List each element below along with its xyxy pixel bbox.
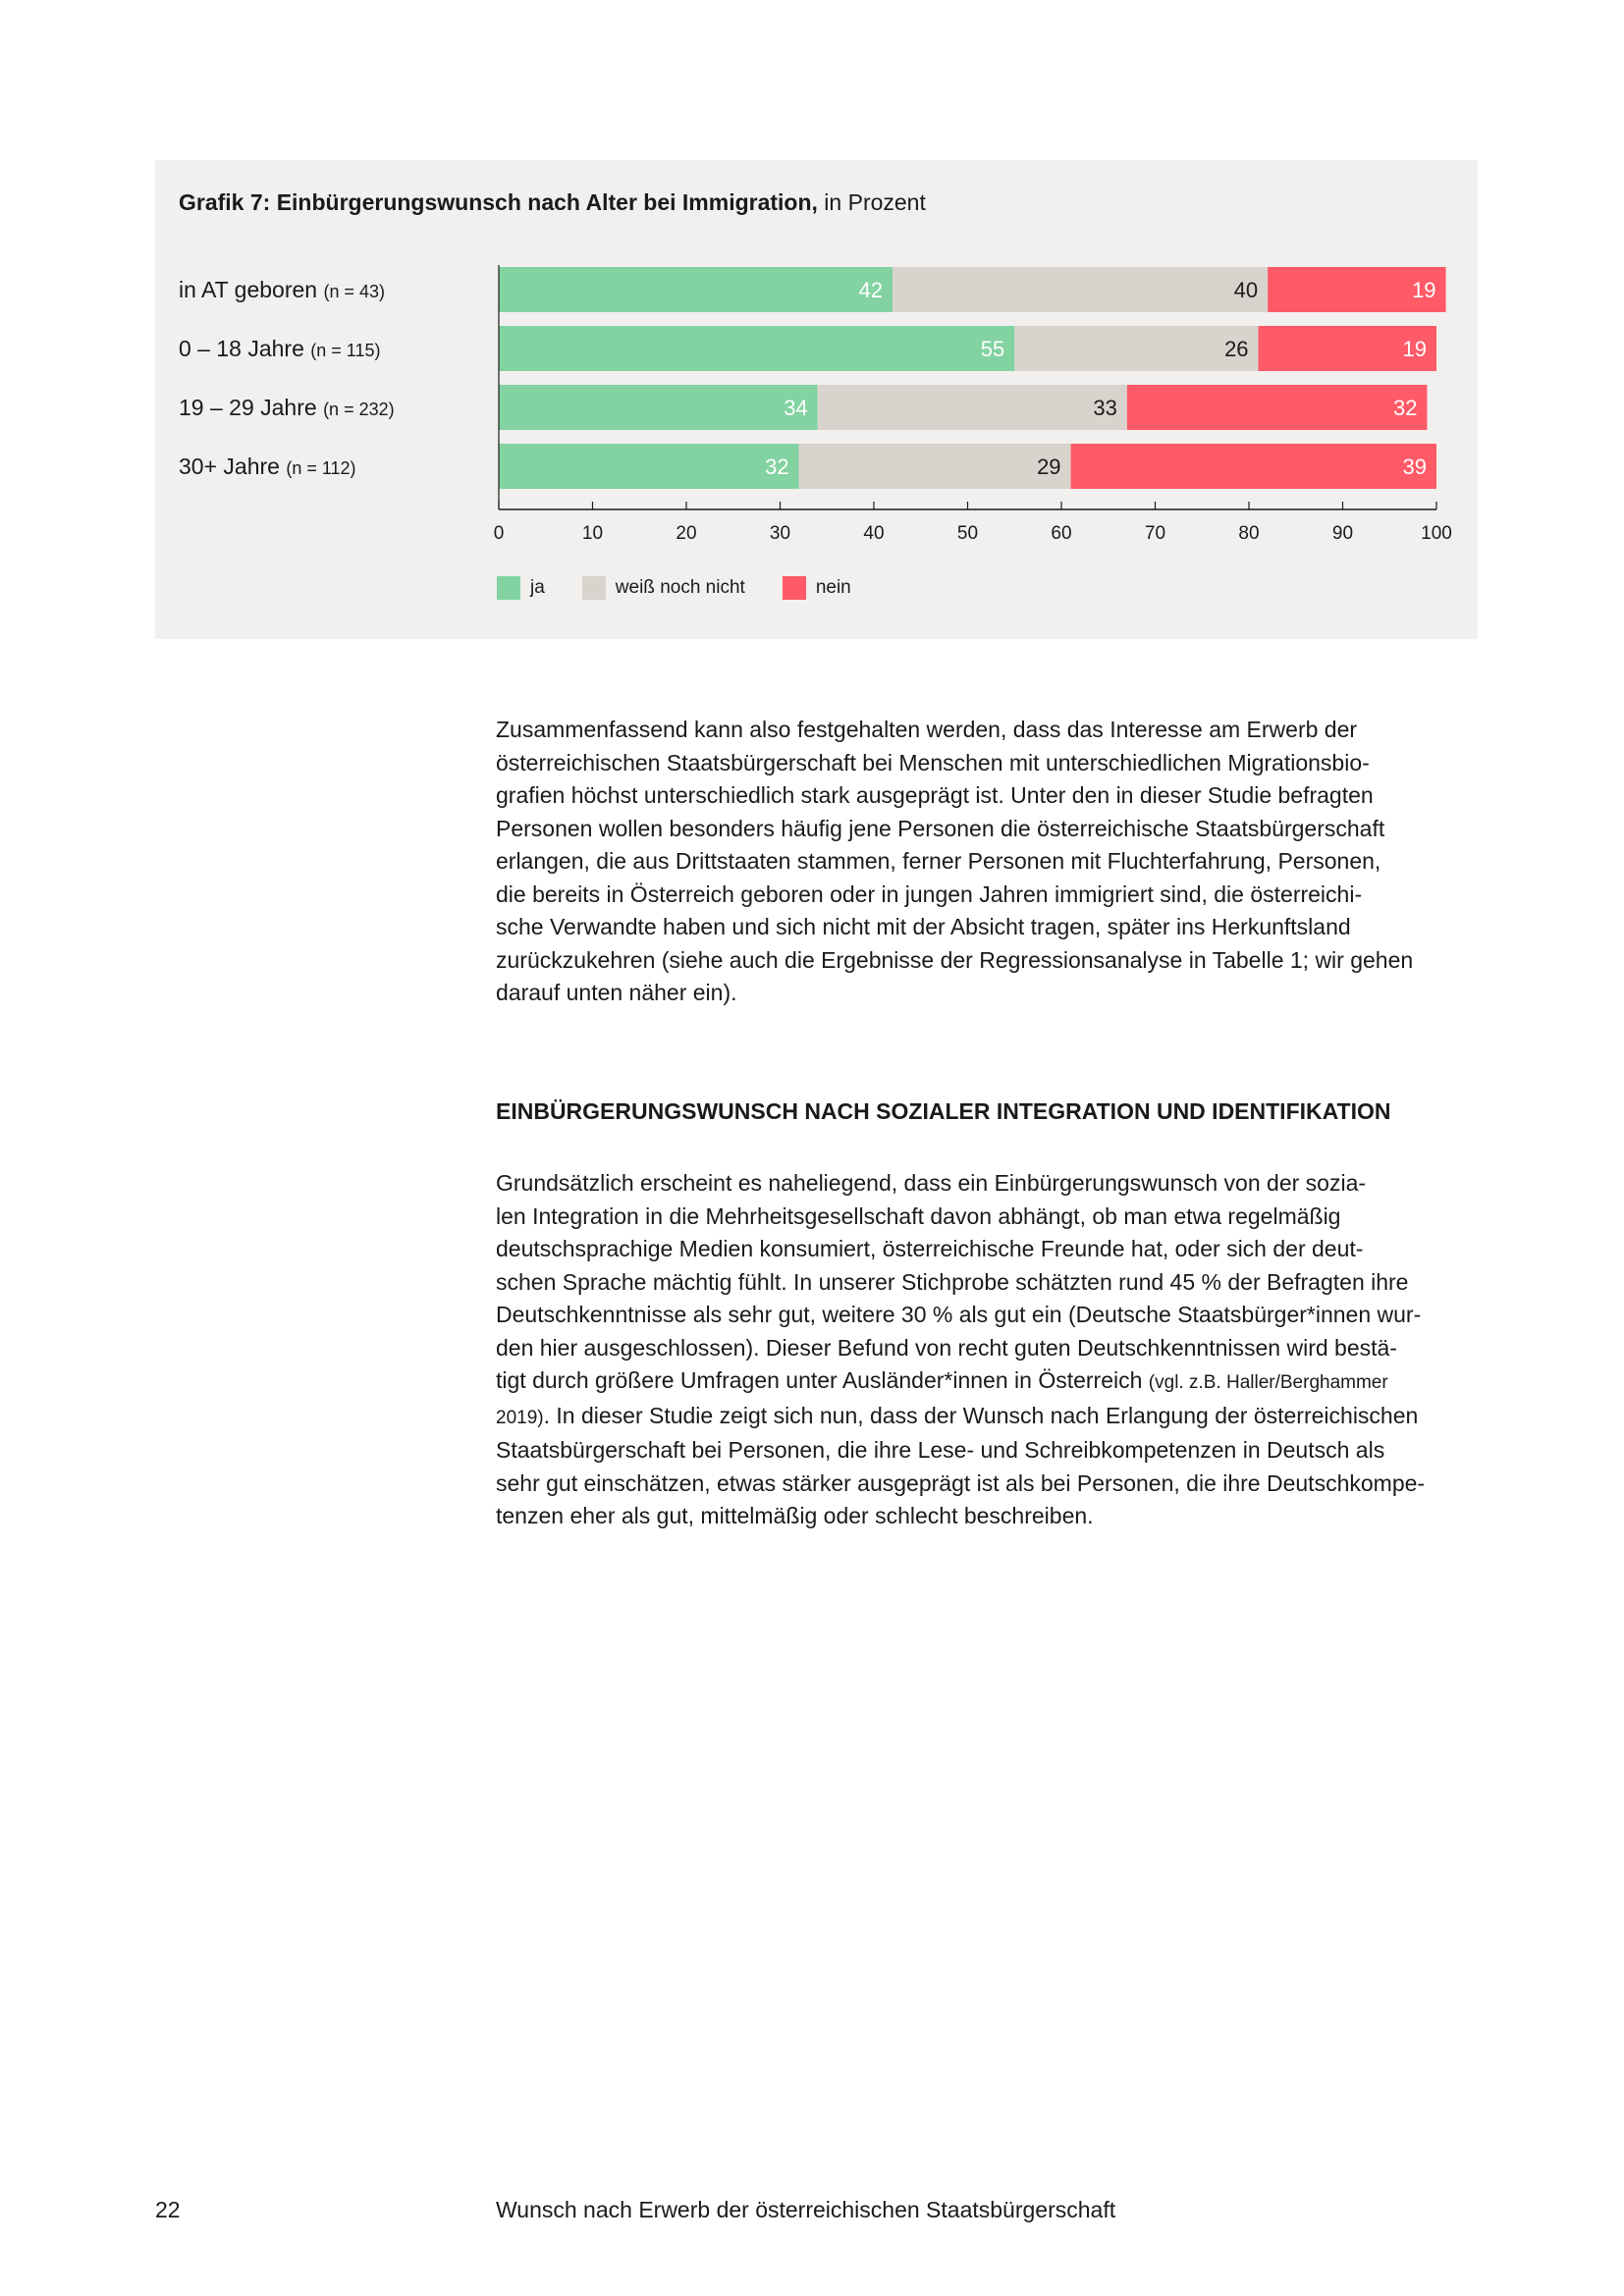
bar-value-label: 33 [1093, 396, 1117, 420]
bar-segment [1071, 444, 1436, 489]
text-line: Deutschkenntnisse als sehr gut, weitere 30 % als gut ein (Deutsche Staatsbürger*innen wur- [496, 1302, 1422, 1327]
row-label-text: 19 – 29 Jahre [179, 395, 324, 420]
text-line [496, 1364, 1478, 1400]
row-label-n: (n = 232) [323, 400, 395, 419]
legend-item [497, 576, 545, 600]
citation: (vgl. z.B. Haller/Berghammer [1148, 1372, 1388, 1393]
bar-segment [799, 444, 1071, 489]
legend-label: ja [530, 577, 545, 598]
bar-segment [818, 385, 1127, 430]
page-number: 22 [155, 2197, 181, 2222]
x-tick-label: 10 [581, 523, 604, 544]
legend-swatch [582, 576, 606, 600]
x-tick-label: 50 [956, 523, 979, 544]
row-label-n: (n = 112) [286, 458, 356, 478]
text-line: deutschsprachige Medien konsumiert, österreichische Freunde hat, oder sich der deut- [496, 1236, 1364, 1261]
bar-chart [155, 160, 1478, 572]
text-line: grafien höchst unterschiedlich stark ausgeprägt ist. Unter den in dieser Studie befragten [496, 782, 1374, 808]
text-span: tigt durch größere Umfragen unter Ausländer*innen in Österreich [496, 1367, 1149, 1393]
x-tick-label: 80 [1238, 523, 1260, 544]
bar-value-label: 34 [784, 396, 808, 420]
text-line: Grundsätzlich erscheint es naheliegend, dass ein Einbürgerungswunsch von der sozia- [496, 1170, 1367, 1196]
x-tick-label: 60 [1051, 523, 1072, 544]
bar-segment [893, 267, 1268, 312]
bar-segment [499, 444, 799, 489]
bar-value-label: 29 [1037, 454, 1061, 479]
paragraph-integration [496, 1167, 1478, 1533]
row-label-n: (n = 115) [310, 341, 381, 360]
running-title: Wunsch nach Erwerb der österreichischen Staatsbürgerschaft [496, 2197, 1116, 2222]
row-label-text: in AT geboren [179, 277, 324, 302]
text-line: sehr gut einschätzen, etwas stärker ausgeprägt ist als bei Personen, die ihre Deutschkompe- [496, 1469, 1426, 1496]
text-line: den hier ausgeschlossen). Dieser Befund von recht guten Deutschkenntnissen wird bestä- [496, 1334, 1397, 1361]
text-line: sche Verwandte haben und sich nicht mit der Absicht tragen, später ins Herkunftsland [496, 914, 1351, 939]
text-line [496, 1400, 1478, 1435]
citation: 2019) [496, 1407, 544, 1428]
text-line: Personen wollen besonders häufig jene Personen die österreichische Staatsbürgerschaft [496, 815, 1385, 841]
figure-title-bold: Grafik 7: Einbürgerungswunsch nach Alter bei Immigration, [179, 189, 818, 215]
x-tick-label: 20 [676, 523, 697, 544]
figure-box [155, 160, 1478, 639]
text-span: . In dieser Studie zeigt sich nun, dass der Wunsch nach Erlangung der österreichischen [543, 1402, 1419, 1428]
bar-value-label: 39 [1402, 454, 1427, 479]
row-label-text: 30+ Jahre [179, 454, 287, 479]
text-line: schen Sprache mächtig fühlt. In unserer Stichprobe schätzten rund 45 % der Befragten ihre [496, 1268, 1409, 1295]
text-line: len Integration in die Mehrheitsgesellschaft davon abhängt, ob man etwa regelmäßig [496, 1202, 1341, 1229]
bar-segment [499, 267, 893, 312]
text-line: Staatsbürgerschaft bei Personen, die ihre Lese- und Schreibkompetenzen in Deutsch als [496, 1437, 1385, 1463]
text-line: zurückzukehren (siehe auch die Ergebnisse der Regressionsanalyse in Tabelle 1; wir gehen [496, 946, 1414, 973]
text-line: erlangen, die aus Drittstaaten stammen, ferner Personen mit Fluchterfahrung, Personen, [496, 848, 1381, 874]
bar-segment [499, 326, 1014, 371]
text-line: darauf unten näher ein). [496, 980, 737, 1005]
chart-legend [497, 576, 889, 600]
legend-swatch [783, 576, 806, 600]
legend-swatch [497, 576, 520, 600]
x-tick-label: 30 [769, 523, 791, 544]
bar-value-label: 42 [858, 278, 884, 302]
row-label-n: (n = 43) [323, 282, 386, 301]
bar-value-label: 40 [1233, 278, 1259, 302]
row-label-text: 0 – 18 Jahre [179, 336, 311, 361]
x-tick-label: 90 [1331, 523, 1354, 544]
bar-value-label: 55 [980, 337, 1005, 361]
bar-value-label: 26 [1224, 337, 1249, 361]
bar-value-label: 19 [1402, 337, 1427, 361]
bar-value-label: 32 [765, 454, 789, 479]
section-heading: EINBÜRGERUNGSWUNSCH NACH SOZIALER INTEGRATION UND IDENTIFIKATION [496, 1098, 1391, 1124]
text-line: die bereits in Österreich geboren oder in jungen Jahren immigriert sind, die österreichi- [496, 881, 1363, 907]
x-tick-label: 40 [863, 523, 885, 544]
figure-title-rest: in Prozent [817, 189, 926, 215]
legend-label: nein [815, 577, 851, 598]
paragraph-summary [496, 714, 1478, 1010]
bar-segment [1127, 385, 1428, 430]
bar-segment [1014, 326, 1258, 371]
legend-item [783, 576, 851, 600]
x-tick-label: 70 [1144, 523, 1166, 544]
x-tick-label: 0 [493, 523, 505, 544]
text-line: tenzen eher als gut, mittelmäßig oder schlecht beschreiben. [496, 1503, 1094, 1528]
bar-value-label: 32 [1392, 396, 1418, 420]
legend-label: weiß noch nicht [615, 577, 745, 598]
text-line: Zusammenfassend kann also festgehalten werden, dass das Interesse am Erwerb der [496, 717, 1358, 742]
text-line: österreichischen Staatsbürgerschaft bei Menschen mit unterschiedlichen Migrationsbio- [496, 749, 1370, 775]
bar-value-label: 19 [1412, 278, 1436, 302]
legend-item [582, 576, 745, 600]
bar-segment [499, 385, 818, 430]
x-tick-label: 100 [1421, 523, 1452, 544]
